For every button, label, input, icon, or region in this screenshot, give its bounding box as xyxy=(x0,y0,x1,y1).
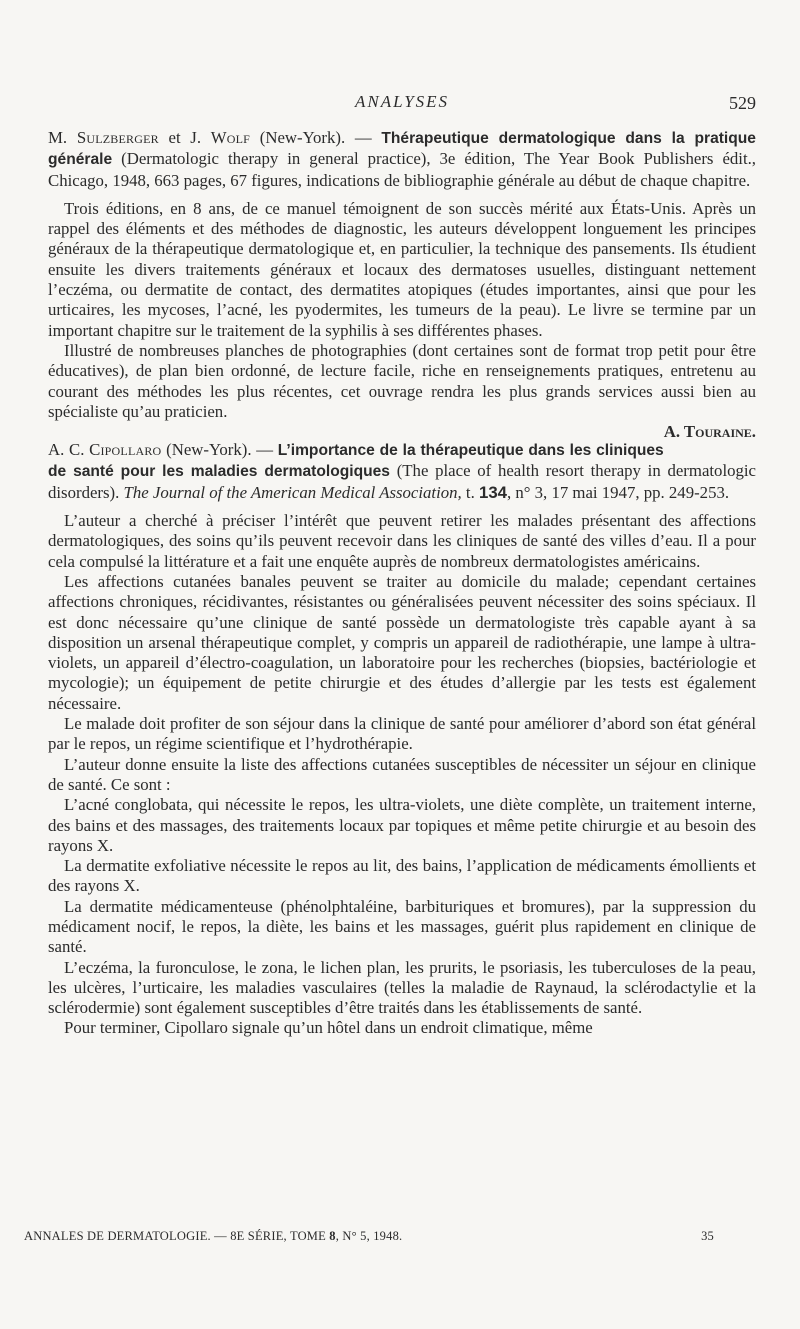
journal-reference xyxy=(24,1229,402,1243)
article-citation: (The place of health resort therapy in dermatologic disorders). xyxy=(48,461,756,502)
document-page xyxy=(48,92,756,1312)
article-entry-2 xyxy=(48,440,756,1039)
body-paragraph: Le malade doit profiter de son séjour dans la clinique de santé pour améliorer d’abord son état général par le repos, un régime scientifique et l’hydrothérapie. xyxy=(48,714,756,754)
author-prefix: A. C. xyxy=(48,440,90,460)
journal-reference-issue: , N° 5, 1948. xyxy=(335,1229,403,1243)
page-footer xyxy=(24,1228,714,1244)
volume-number: 134 xyxy=(478,482,507,502)
author-location: (New-York). — xyxy=(161,440,278,460)
author-prefix: M. xyxy=(48,128,77,147)
page-number: 529 xyxy=(729,93,756,113)
body-paragraph: L’acné conglobata, qui nécessite le repos, les ultra-violets, une diète complète, un traitement interne, des bains et des massages, des traitements locaux par topiques et même petite chirurgie et au besoin des rayons X. xyxy=(48,795,756,855)
article-citation: (Dermatologic therapy in general practice), 3e édition, The Year Book Publishers édit., Chicago, 1948, 663 pages, 67 figures, indications de bibliographie générale au début de chaque chapitre. xyxy=(48,149,756,190)
article-reference-1 xyxy=(48,128,756,191)
article-reference-2 xyxy=(48,440,756,503)
citation-details: , n° 3, 17 mai 1947, pp. 249-253. xyxy=(506,482,730,502)
body-paragraph: L’eczéma, la furonculose, le zona, le lichen plan, les prurits, le psoriasis, les tuberculoses de la peau, les ulcères, l’urticaire, les maladies vasculaires (telles la maladie de Raynaud, la sclérodactylie et la sclérodermie) sont également susceptibles d’être traités dans les établissements de santé. xyxy=(48,957,756,1018)
journal-reference-text: ANNALES DE DERMATOLOGIE. — 8E SÉRIE, TOME xyxy=(24,1229,330,1243)
body-paragraph: L’auteur donne ensuite la liste des affections cutanées susceptibles de nécessiter un séjour en clinique de santé. Ce sont : xyxy=(48,754,756,794)
article-title: Thérapeutique dermatologique dans la pratique générale xyxy=(48,130,756,169)
author-location: (New-York). — xyxy=(250,128,382,147)
article-title: L’importance de la thérapeutique dans les cliniques de santé pour les maladies dermatologiques xyxy=(48,442,664,481)
sheet-number: 35 xyxy=(701,1229,714,1243)
body-paragraph: La dermatite exfoliative nécessite le repos au lit, des bains, l’application de médicaments émollients et des rayons X. xyxy=(48,856,756,896)
author-connector: et J. xyxy=(158,128,211,147)
body-paragraph: Les affections cutanées banales peuvent se traiter au domicile du malade; cependant certaines affections chroniques, récidivantes, résistantes ou généralisées peuvent nécessiter des soins spéciaux. Il est donc nécessaire qu’une clinique de santé possède un dermatologiste très capable ayant à sa disposition un arsenal thérapeutique complet, y compris un appareil de radiothérapie, une lampe à ultra-violets, un appareil d’électro-coagulation, un laboratoire pour les recherches (biopsies, bactériologie et mycologie); un équipement de petite chirurgie et des études d’allergie par les tests est également nécessaire. xyxy=(48,571,756,713)
reviewer-signature: A. Touraine. xyxy=(663,422,756,442)
article-entry-1 xyxy=(48,128,756,442)
body-paragraph: Pour terminer, Cipollaro signale qu’un hôtel dans un endroit climatique, même xyxy=(64,1018,593,1038)
citation-volume-label: t. xyxy=(461,482,479,502)
running-head: ANALYSES xyxy=(354,92,450,111)
page-header xyxy=(48,92,756,124)
body-paragraph: La dermatite médicamenteuse (phénolphtaléine, barbituriques et bromures), par la suppression du médicament nocif, le repos, la diète, les bains et les massages, guérit plus rapidement en clinique de santé. xyxy=(48,896,756,957)
author-name: Wolf xyxy=(210,128,251,147)
body-paragraph: Illustré de nombreuses planches de photographies (dont certaines sont de format trop petit pour être éducatives), de plan bien ordonné, de lecture facile, riche en renseignements pratiques, entretenu au courant des méthodes les plus récentes, cet ouvrage rendra les plus grands services aussi bien au spécialiste qu’au praticien. xyxy=(48,340,756,421)
tome-number: 8 xyxy=(329,1229,336,1243)
body-paragraph: L’auteur a cherché à préciser l’intérêt que peuvent retirer les malades présentant des affections dermatologiques, des soins qu’ils peuvent recevoir dans les cliniques de santé des villes d’eau. Il a pour cela compulsé la littérature et a fait une enquête auprès de nombreux dermatologistes américains. xyxy=(48,511,756,571)
journal-name: The Journal of the American Medical Association, xyxy=(123,482,462,502)
author-name: Sulzberger xyxy=(76,128,159,147)
body-paragraph: Trois éditions, en 8 ans, de ce manuel témoignent de son succès mérité aux États-Unis. Après un rappel des éléments et des méthodes de diagnostic, les auteurs développent longuement les principes généraux de la thérapeutique dermatologique et, en particulier, la technique des pansements. Ils étudient ensuite les divers traitements généraux et locaux des dermatoses usuelles, distinguant nettement l’eczéma, ou dermatite de contact, des dermatites atopiques (études importantes, ainsi que pour les urticaires, les mycoses, l’acné, les pyodermites, les tumeurs de la peau). Le livre se termine par un important chapitre sur le traitement de la syphilis à ses différentes phases. xyxy=(48,198,756,340)
author-name: Cipollaro xyxy=(89,440,162,460)
page-content xyxy=(48,128,756,1057)
